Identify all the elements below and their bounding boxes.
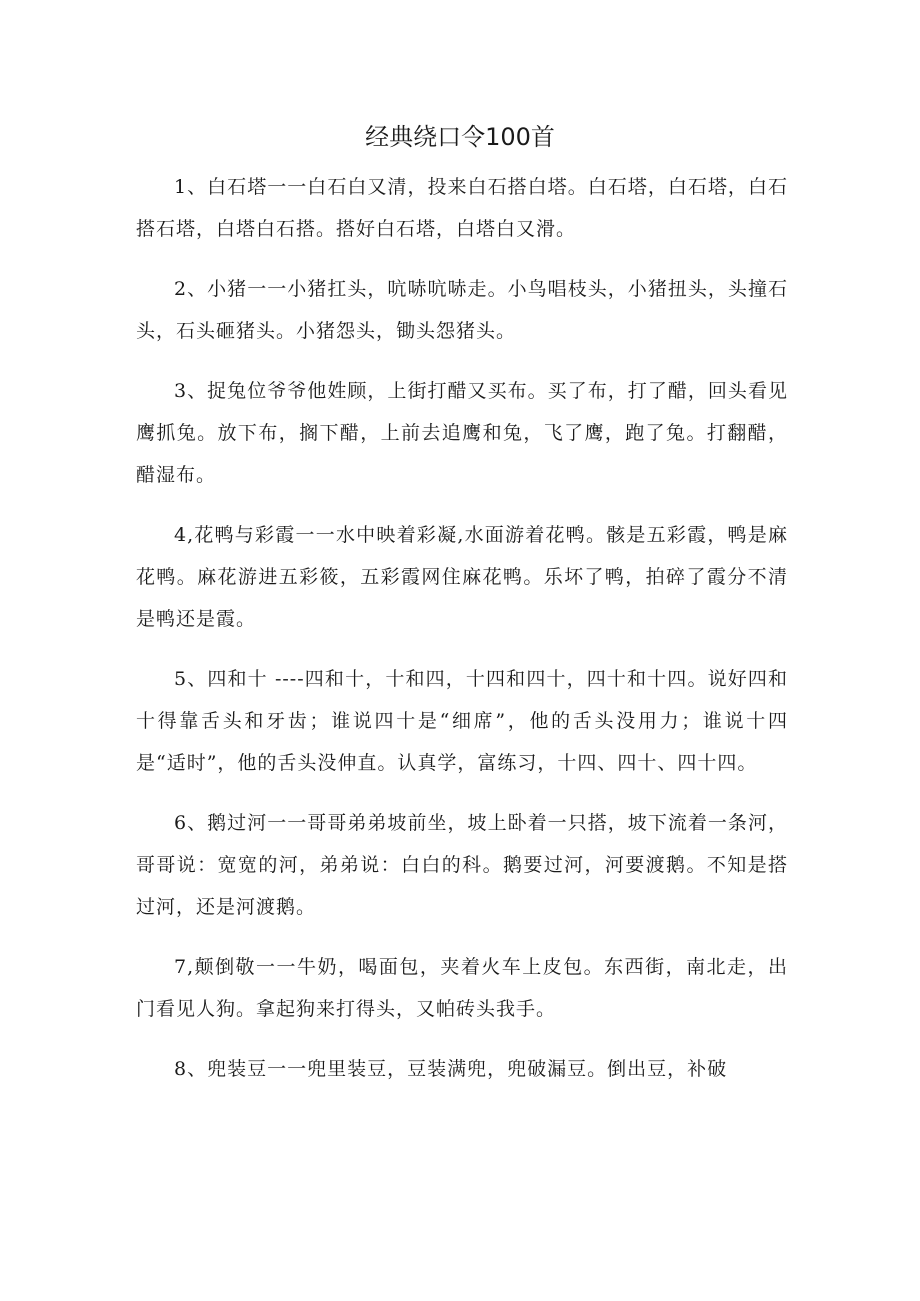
paragraph-1: 1、白石塔一一白石白又清，投来白石搭白塔。白石塔，白石塔，白石搭石塔，白塔白石搭。搭好白石塔，白塔白又滑。 xyxy=(136,176,788,240)
paragraph-8: 8、兜装豆一一兜里装豆，豆装满兜，兜破漏豆。倒出豆，补破 xyxy=(174,1058,728,1080)
document-body xyxy=(136,166,788,1108)
paragraph-6: 6、鹅过河一一哥哥弟弟坡前坐，坡上卧着一只搭，坡下流着一条河，哥哥说：宽宽的河，弟弟说：白白的科。鹅要过河，河要渡鹅。不知是搭过河，还是河渡鹅。 xyxy=(136,812,788,918)
paragraph-5: 5、四和十 ----四和十，十和四，十四和四十，四十和十四。说好四和十得靠舌头和牙齿；谁说四十是“细席”，他的舌头没用力；谁说十四是“适时”，他的舌头没伸直。认真学，富练习，十四、四十、四十四。 xyxy=(136,668,788,774)
paragraph-7: 7,颠倒敬一一牛奶，喝面包，夹着火车上皮包。东西街，南北走，出门看见人狗。拿起狗来打得头，又帕砖头我手。 xyxy=(136,956,788,1020)
paragraph-3: 3、捉兔位爷爷他姓顾，上街打醋又买布。买了布，打了醋，回头看见鹰抓兔。放下布，搁下醋，上前去追鹰和兔，飞了鹰，跑了兔。打翻醋，醋湿布。 xyxy=(136,380,788,486)
paragraph-2: 2、小猪一一小猪扛头，吭哧吭哧走。小鸟唱枝头，小猪扭头，头撞石头，石头砸猪头。小猪怨头，锄头怨猪头。 xyxy=(136,278,788,342)
paragraph-4: 4,花鸭与彩霞一一水中映着彩凝,水面游着花鸭。骸是五彩霞，鸭是麻花鸭。麻花游进五彩筱，五彩霞网住麻花鸭。乐坏了鸭，拍碎了霞分不清是鸭还是霞。 xyxy=(136,524,788,630)
document-title: 经典绕口令100首 xyxy=(365,123,555,151)
